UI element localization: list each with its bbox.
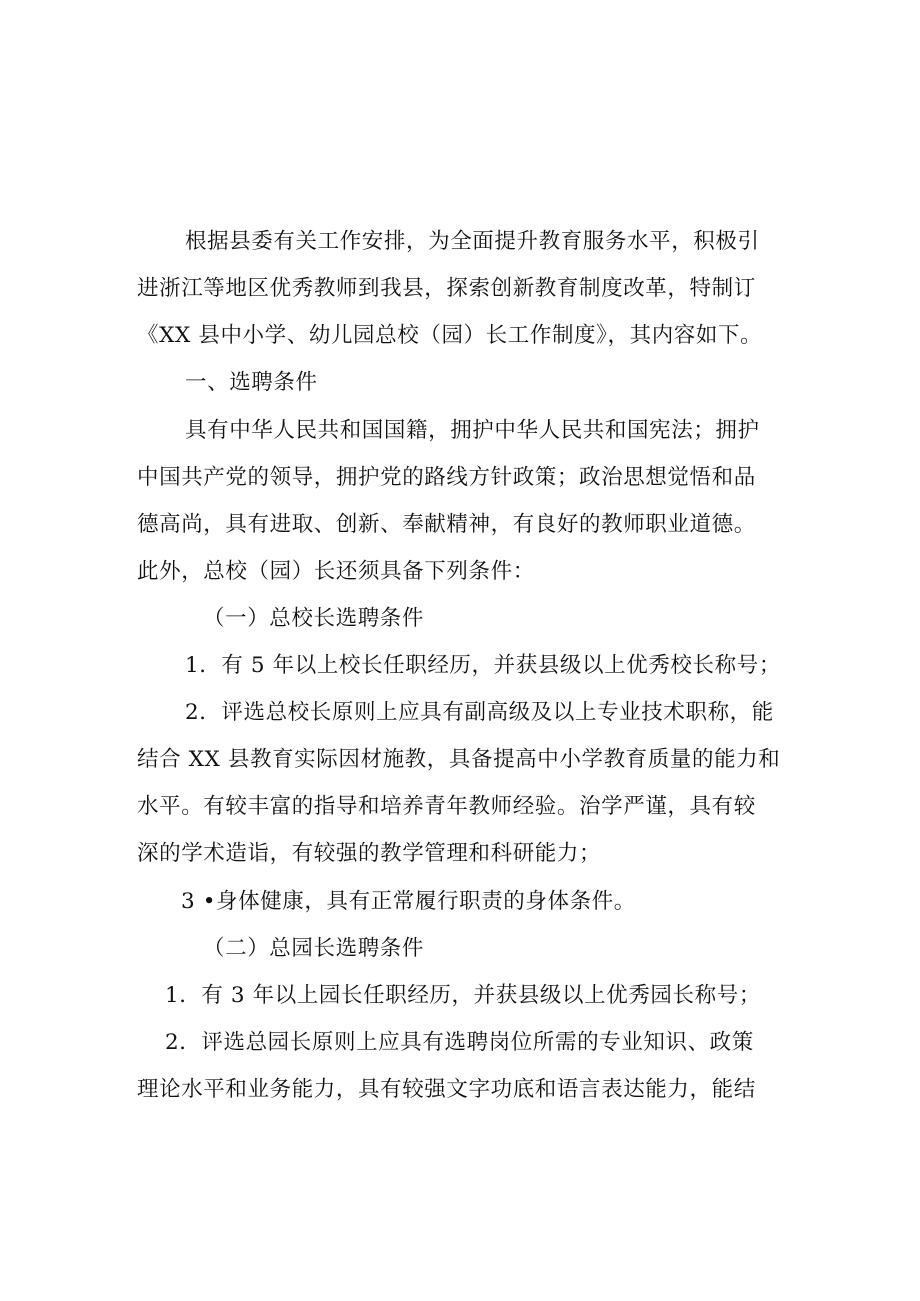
paragraph-intro-line-1: 根据县委有关工作安排，为全面提升教育服务水平，积极引 <box>185 229 760 254</box>
subsection-heading-kindergarten: （二）总园长选聘条件 <box>203 936 425 961</box>
principal-item-3: 3 •身体健康，具有正常履行职责的身体条件。 <box>181 889 636 914</box>
principal-item-1: 1．有 5 年以上校长任职经历，并获县级以上优秀校长称号； <box>185 653 781 678</box>
principal-item-2-line-2: 结合 XX 县教育实际因材施教，具备提高中小学教育质量的能力和 <box>137 747 781 772</box>
subsection-heading-principal: （一）总校长选聘条件 <box>203 606 425 631</box>
paragraph-general-line-3: 德高尚，具有进取、创新、奉献精神，有良好的教师职业道德。 <box>137 512 756 537</box>
principal-item-2-line-4: 深的学术造诣，有较强的教学管理和科研能力； <box>137 841 602 866</box>
paragraph-general-line-4: 此外，总校（园）长还须具备下列条件： <box>137 559 535 584</box>
paragraph-general-line-2: 中国共产党的领导，拥护党的路线方针政策；政治思想觉悟和品 <box>137 465 756 490</box>
kindergarten-item-1: 1．有 3 年以上园长任职经历，并获县级以上优秀园长称号； <box>165 983 761 1008</box>
paragraph-intro-line-2: 进浙江等地区优秀教师到我县，探索创新教育制度改革，特制订 <box>137 276 756 301</box>
kindergarten-item-2-line-1: 2．评选总园长原则上应具有选聘岗位所需的专业知识、政策 <box>165 1030 754 1055</box>
principal-item-2-line-1: 2．评选总校长原则上应具有副高级及以上专业技术职称，能 <box>185 700 774 725</box>
section-heading: 一、选聘条件 <box>185 370 318 395</box>
paragraph-intro-line-3: 《XX 县中小学、幼儿园总校（园）长工作制度》，其内容如下。 <box>137 323 763 348</box>
kindergarten-item-2-line-2: 理论水平和业务能力，具有较强文字功底和语言表达能力，能结 <box>137 1077 756 1102</box>
principal-item-2-line-3: 水平。有较丰富的指导和培养青年教师经验。治学严谨，具有较 <box>137 794 756 819</box>
paragraph-general-line-1: 具有中华人民共和国国籍，拥护中华人民共和国宪法；拥护 <box>185 418 760 443</box>
